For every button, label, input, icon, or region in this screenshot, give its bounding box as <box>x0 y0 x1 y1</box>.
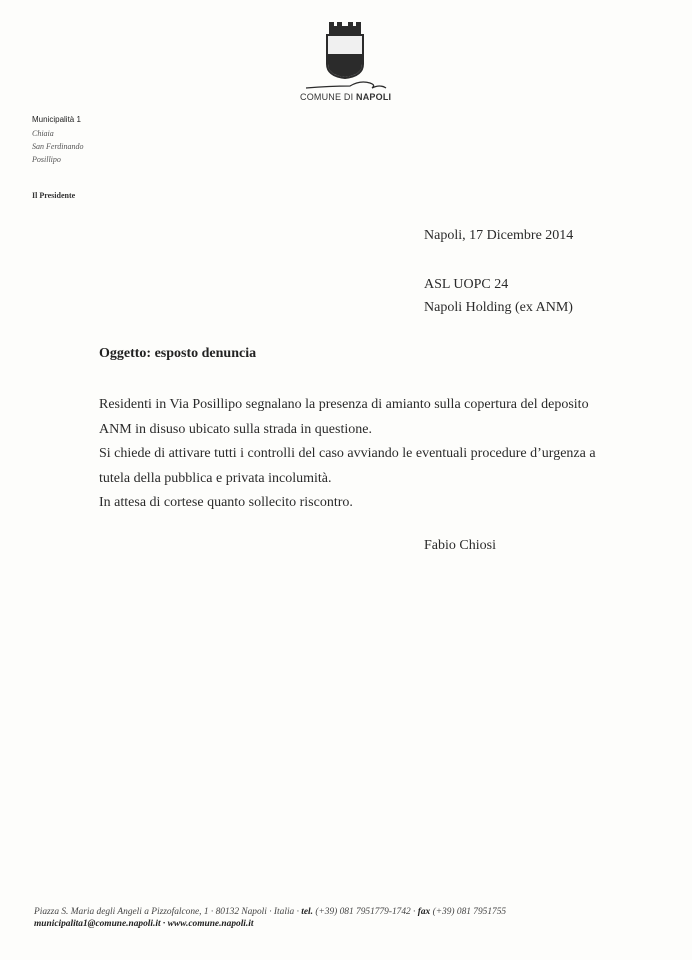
city-name <box>300 92 390 102</box>
body-line: In attesa di cortese quanto sollecito riscontro. <box>99 495 353 510</box>
recipient-asl: ASL UOPC 24 <box>424 277 509 292</box>
footer-tel: (+39) 081 7951779-1742 · <box>315 907 416 917</box>
napoli-crest-icon <box>300 20 390 92</box>
recipient-napoli-holding: Napoli Holding (ex ANM) <box>424 300 573 315</box>
city-prefix: COMUNE DI <box>300 92 354 102</box>
body-line: tutela della pubblica e privata incolumità. <box>99 470 332 486</box>
district-posillipo: Posillipo <box>32 155 61 164</box>
municipality-block <box>32 115 83 166</box>
footer-address: Piazza S. Maria degli Angeli a Pizzofalcone, 1 · 80132 Napoli · Italia · <box>34 907 299 917</box>
letter-date: Napoli, 17 Dicembre 2014 <box>424 228 574 243</box>
footer-contacts: municipalita1@comune.napoli.it · www.comune.napoli.it <box>34 919 254 929</box>
district-chiaia: Chiaia <box>32 129 54 138</box>
footer-tel-label: tel. <box>301 907 313 917</box>
footer-fax-label: fax <box>417 907 431 917</box>
body-line: Residenti in Via Posillipo segnalano la presenza di amianto sulla copertura del deposito <box>99 397 589 412</box>
body-line: Si chiede di attivare tutti i controlli del caso avviando le eventuali procedure d’urgenza a <box>99 446 596 461</box>
letter-subject: Oggetto: esposto denuncia <box>99 346 257 361</box>
footer-fax: (+39) 081 7951755 <box>432 907 507 917</box>
body-line: ANM in disuso ubicato sulla strada in questione. <box>99 421 372 437</box>
letter-body <box>99 393 604 516</box>
president-role: Il Presidente <box>32 191 76 200</box>
city-name-bold: NAPOLI <box>356 92 392 102</box>
municipality-title: Municipalità 1 <box>32 115 81 124</box>
footer-address-line <box>34 907 506 917</box>
district-san-ferdinando: San Ferdinando <box>32 142 84 151</box>
letterhead-logo <box>300 20 390 110</box>
footer <box>34 907 506 929</box>
signature: Fabio Chiosi <box>424 538 496 553</box>
